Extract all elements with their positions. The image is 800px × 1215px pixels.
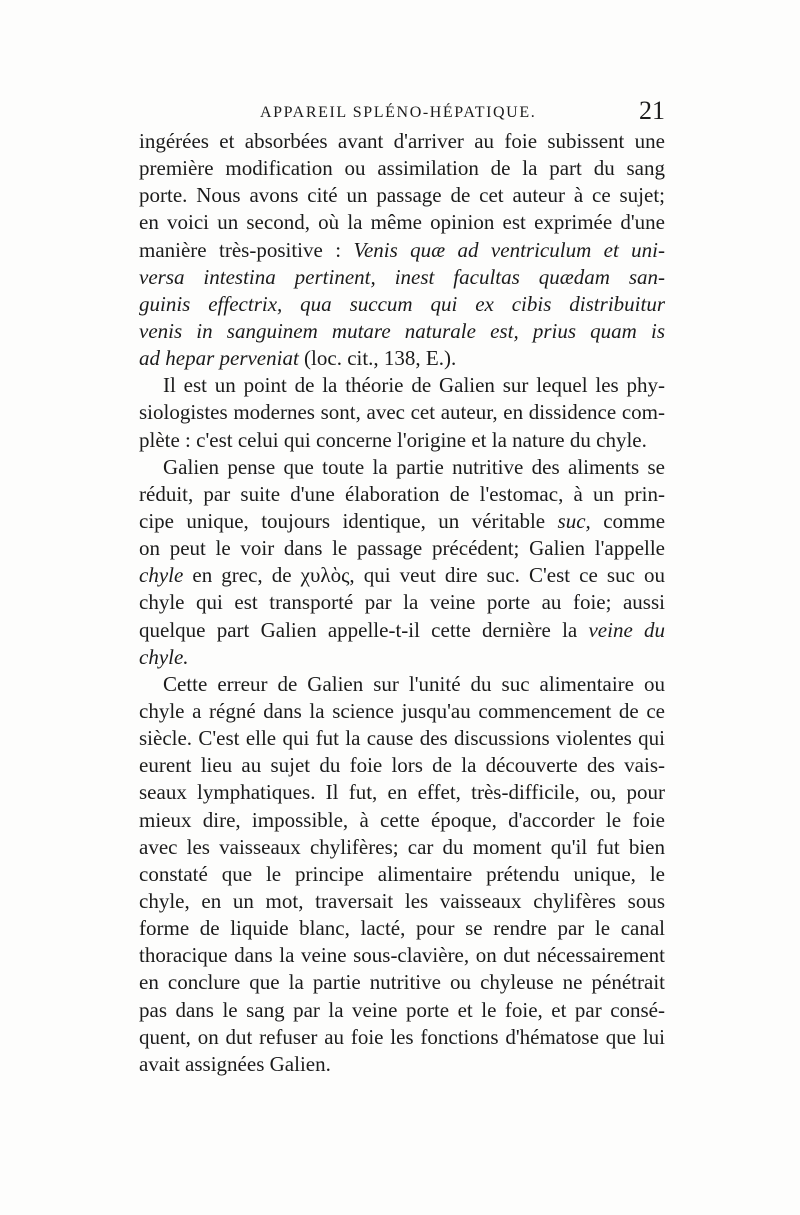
text-line: on peut le voir dans le passage précédent; Galien l'appelle [139, 536, 665, 561]
text-span: en grec, de χυλὸς, qui veut dire suc. C'est ce suc ou [192, 563, 665, 588]
text-line: porte. Nous avons cité un passage de cet auteur à ce sujet; [139, 183, 665, 208]
latin-quote: ad hepar perveniat [139, 346, 299, 371]
text-line: ingérées et absorbées avant d'arriver au foie subissent une [139, 129, 665, 153]
text-span: cipe unique, toujours identique, un véritable [139, 508, 546, 533]
text-line: quent, on dut refuser au foie les fonctions d'hématose que lui [139, 1024, 665, 1049]
text-line [139, 291, 665, 318]
body-text [139, 128, 665, 1078]
page-header [140, 98, 665, 128]
text-line: siècle. C'est elle qui fut la cause des discussions violentes qui [139, 726, 665, 751]
page-number: 21 [639, 96, 665, 125]
text-line: Galien pense que toute la partie nutritive des aliments se [163, 454, 665, 479]
text-line [139, 644, 665, 671]
text-span: manière très-positive : [139, 237, 342, 262]
text-line [139, 617, 665, 644]
italic-term: chyle [139, 563, 184, 588]
text-line: chyle a régné dans la science jusqu'au commencement de ce [139, 698, 665, 723]
citation: (loc. cit., 138, E.). [304, 346, 457, 371]
italic-term: chyle. [139, 644, 189, 669]
running-title: APPAREIL SPLÉNO-HÉPATIQUE. [260, 104, 537, 121]
text-line: en conclure que la partie nutritive ou chyleuse ne pénétrait [139, 970, 665, 995]
text-span: comme [603, 508, 666, 533]
text-line [139, 508, 665, 535]
text-line [139, 264, 665, 291]
text-line: chyle qui est transporté par la veine porte au foie; aussi [139, 590, 665, 615]
latin-quote: Venis quæ ad ventriculum et uni- [353, 237, 665, 262]
text-line: chyle, en un mot, traversait les vaisseaux chylifères sous [139, 888, 665, 913]
text-line: Il est un point de la théorie de Galien sur lequel les phy- [163, 373, 665, 398]
text-line [139, 562, 665, 589]
text-line [139, 237, 665, 264]
text-line: seaux lymphatiques. Il fut, en effet, très-difficile, ou, pour [139, 780, 665, 805]
text-line: plète : c'est celui qui concerne l'origine et la nature du chyle. [139, 427, 647, 452]
text-line: siologistes modernes sont, avec cet auteur, en dissidence com- [139, 400, 665, 425]
text-line: avait assignées Galien. [139, 1051, 331, 1076]
italic-term: veine du [588, 617, 666, 642]
text-line: eurent lieu au sujet du foie lors de la découverte des vais- [139, 753, 665, 778]
text-line: avec les vaisseaux chylifères; car du moment qu'il fut bien [139, 834, 665, 859]
latin-quote: versa intestina pertinent, inest facultas quædam san- [139, 264, 665, 289]
text-line: Cette erreur de Galien sur l'unité du suc alimentaire ou [163, 671, 665, 696]
text-line: en voici un second, où la même opinion est exprimée d'une [139, 210, 665, 235]
text-span: quelque part Galien appelle-t-il cette dernière la [139, 617, 578, 642]
text-line: mieux dire, impossible, à cette époque, d'accorder le foie [139, 807, 665, 832]
text-line: première modification ou assimilation de la part du sang [139, 156, 665, 181]
text-line [139, 318, 665, 345]
italic-term: suc, [557, 508, 591, 533]
text-line: réduit, par suite d'une élaboration de l'estomac, à un prin- [139, 481, 665, 506]
text-line: forme de liquide blanc, lacté, pour se rendre par le canal [139, 916, 665, 941]
latin-quote: guinis effectrix, qua succum qui ex cibis distribuitur [139, 291, 665, 316]
text-line: constaté que le principe alimentaire prétendu unique, le [139, 861, 665, 886]
text-line: thoracique dans la veine sous-clavière, on dut nécessairement [139, 943, 665, 968]
text-line: pas dans le sang par la veine porte et le foie, et par consé- [139, 997, 665, 1022]
latin-quote: venis in sanguinem mutare naturale est, prius quam is [139, 318, 665, 343]
text-line [139, 345, 665, 372]
